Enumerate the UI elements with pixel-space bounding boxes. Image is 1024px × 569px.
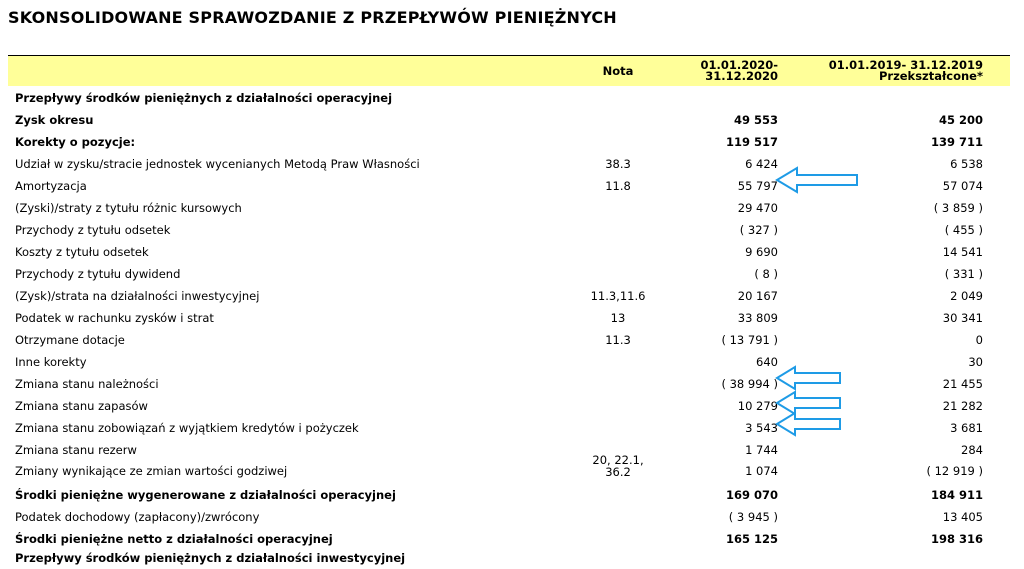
header-2019 [798,60,983,82]
header-2019-line2: Przekształcone* [878,69,983,83]
row-nota-line1: 20, 22.1, [592,453,644,467]
table-row [8,132,1010,153]
value-2020: 169 070 [725,488,778,502]
table-row [8,461,1010,482]
row-label: Zmiana stanu zapasów [15,399,148,413]
value-2020: 9 690 [745,245,778,259]
value-2019: ( 331 ) [944,267,983,281]
row-label: Środki pieniężne wygenerowane z działalności operacyjnej [15,488,396,502]
value-2020: 119 517 [725,135,778,149]
value-2019: 6 538 [950,157,983,171]
value-2020: 49 553 [733,113,778,127]
row-label: Zmiana stanu rezerw [15,443,137,457]
value-2019: 198 316 [930,532,983,546]
row-nota: 38.3 [605,157,631,171]
row-nota: 11.3 [605,333,631,347]
value-2019: 14 541 [942,245,983,259]
table-row [8,330,1010,351]
value-2019: ( 455 ) [944,223,983,237]
value-2020: 1 744 [745,443,778,457]
value-2020: 1 074 [745,464,778,478]
value-2020: ( 3 945 ) [728,510,778,524]
arrow-left-icon [775,166,860,194]
table-row [8,88,1010,109]
table-row [8,529,1010,550]
row-label: Inne korekty [15,355,87,369]
row-nota: 11.8 [605,179,631,193]
table-row [8,198,1010,219]
table-row [8,418,1010,439]
value-2019: 0 [975,333,983,347]
value-2019: 30 341 [942,311,983,325]
row-label: Zmiana stanu zobowiązań z wyjątkiem kredytów i pożyczek [15,421,359,435]
row-label: Przepływy środków pieniężnych z działalności operacyjnej [15,91,393,105]
row-label: Zmiana stanu należności [15,377,159,391]
row-label: (Zyski)/straty z tytułu różnic kursowych [15,201,242,215]
table-header [8,55,1010,86]
value-2019: ( 3 859 ) [933,201,983,215]
table-row [8,242,1010,263]
row-label: Otrzymane dotacje [15,333,125,347]
row-label: Środki pieniężne netto z działalności operacyjnej [15,532,333,546]
value-2019: 3 681 [950,421,983,435]
table-row [8,440,1010,461]
value-2020: 6 424 [745,157,778,171]
table-row [8,110,1010,131]
value-2019: 21 455 [942,377,983,391]
row-label: Przychody z tytułu dywidend [15,267,181,281]
table-row [8,286,1010,307]
value-2020: 33 809 [737,311,778,325]
row-label: Przepływy środków pieniężnych z działalności inwestycyjnej [15,551,406,565]
value-2019: 45 200 [938,113,983,127]
value-2020: ( 13 791 ) [721,333,778,347]
table-row [8,352,1010,373]
header-nota: Nota [602,64,634,78]
value-2020: 10 279 [737,399,778,413]
row-nota: 11.3,11.6 [590,289,646,303]
header-2020-line2: 31.12.2020 [705,69,778,83]
table-row [8,220,1010,241]
table-row [8,485,1010,506]
value-2019: ( 12 919 ) [926,464,983,478]
row-label: Podatek w rachunku zysków i strat [15,311,214,325]
value-2020: 55 797 [737,179,778,193]
row-label: Amortyzacja [15,179,87,193]
value-2019: 30 [968,355,983,369]
row-label: Korekty o pozycje: [15,135,136,149]
arrow-left-icon [775,411,843,437]
row-label: (Zysk)/strata na działalności inwestycyjnej [15,289,260,303]
header-2019-line1: 01.01.2019- 31.12.2019 [828,58,983,72]
row-label: Przychody z tytułu odsetek [15,223,171,237]
table-row [8,374,1010,395]
row-label: Zmiany wynikające ze zmian wartości godziwej [15,464,288,478]
row-label: Zysk okresu [15,113,94,127]
header-2020 [668,60,778,82]
value-2020: 640 [756,355,778,369]
value-2020: ( 38 994 ) [721,377,778,391]
row-nota-line2: 36.2 [605,465,631,479]
row-label: Udział w zysku/stracie jednostek wycenianych Metodą Praw Własności [15,157,420,171]
value-2019: 57 074 [942,179,983,193]
value-2019: 284 [961,443,983,457]
value-2020: 29 470 [737,201,778,215]
value-2020: 3 543 [745,421,778,435]
value-2020: ( 8 ) [754,267,778,281]
value-2019: 13 405 [942,510,983,524]
page-title: SKONSOLIDOWANE SPRAWOZDANIE Z PRZEPŁYWÓW PIENIĘŻNYCH [8,8,617,27]
table-row [8,396,1010,417]
value-2019: 2 049 [950,289,983,303]
value-2020: 20 167 [737,289,778,303]
row-label: Podatek dochodowy (zapłacony)/zwrócony [15,510,260,524]
row-nota: 13 [610,311,626,325]
table-row [8,308,1010,329]
value-2019: 139 711 [930,135,983,149]
table-row [8,507,1010,528]
value-2019: 184 911 [930,488,983,502]
header-2020-line1: 01.01.2020- [700,58,778,72]
row-nota-multiline [568,454,668,478]
table-row [8,264,1010,285]
value-2020: ( 327 ) [739,223,778,237]
table-row [8,548,1010,569]
arrow-left-icon [775,365,843,391]
row-label: Koszty z tytułu odsetek [15,245,149,259]
value-2020: 165 125 [725,532,778,546]
value-2019: 21 282 [942,399,983,413]
